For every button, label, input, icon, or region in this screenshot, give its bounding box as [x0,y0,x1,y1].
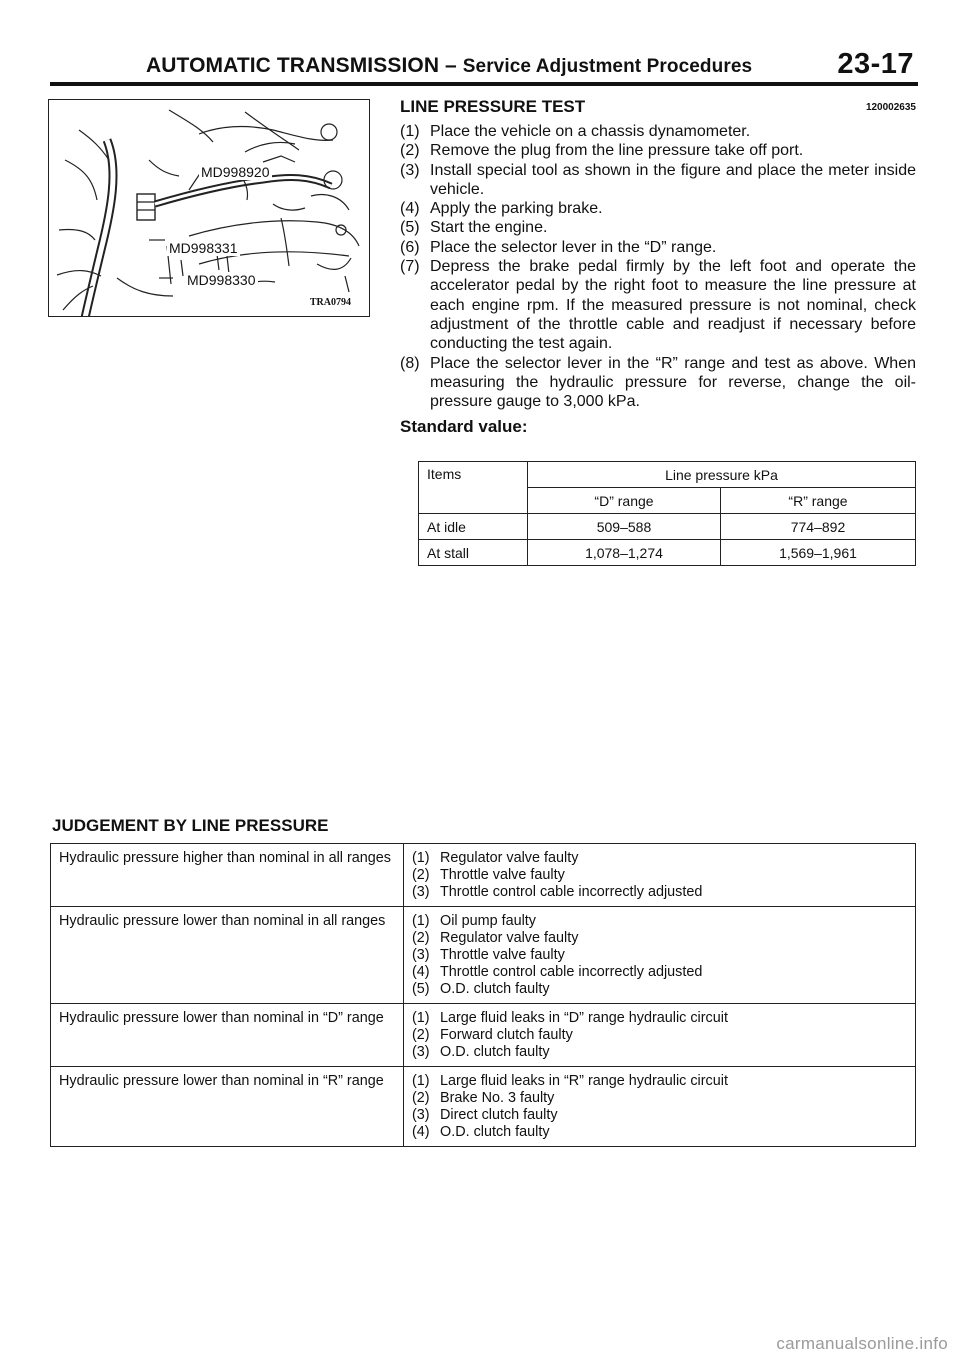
condition-cell: Hydraulic pressure lower than nominal in all ranges [51,907,404,1004]
step-item [400,238,916,257]
cause-item [412,1107,907,1124]
cause-number: (3) [412,1044,430,1060]
cause-item [412,1073,907,1090]
cause-item [412,1027,907,1044]
standard-value-label: Standard value: [400,417,528,437]
cause-text: Large fluid leaks in “R” range hydraulic circuit [440,1073,728,1089]
cause-text: Throttle valve faulty [440,867,565,883]
line-pressure-test-section [400,97,916,437]
step-number: (8) [400,354,420,372]
judgement-heading: JUDGEMENT BY LINE PRESSURE [52,816,329,835]
cause-item [412,947,907,964]
judgement-table [50,843,916,1147]
step-item [400,199,916,218]
step-number: (6) [400,238,420,256]
step-item [400,161,916,200]
step-text: Depress the brake pedal firmly by the left foot and operate the accelerator pedal by the right foot to measure the line pressure at each engine rpm. If the measured pressure is not nominal, check adjustment of the throttle cable and readjust if necessary before conducting the test again. [430,258,916,353]
cause-number: (3) [412,884,430,900]
step-number: (2) [400,142,420,160]
step-text: Apply the parking brake. [430,200,603,218]
step-text: Start the engine. [430,219,548,237]
cause-number: (1) [412,850,430,866]
tool-installation-figure [48,99,370,317]
causes-cell [404,1004,916,1067]
cause-item [412,884,907,901]
d-range-value: 1,078–1,274 [528,540,721,566]
causes-cell [404,844,916,907]
r-range-header: “R” range [721,488,916,514]
cause-item [412,1010,907,1027]
figure-code: TRA0794 [309,297,351,308]
section-heading [400,97,916,119]
cause-number: (1) [412,913,430,929]
cause-number: (4) [412,1124,430,1140]
cause-text: O.D. clutch faulty [440,1044,550,1060]
step-text: Remove the plug from the line pressure take off port. [430,142,804,160]
step-number: (5) [400,219,420,237]
cause-item [412,867,907,884]
watermark: carmanualsonline.info [776,1334,948,1353]
cause-number: (1) [412,1010,430,1026]
table-row [51,1067,916,1147]
row-item: At idle [419,514,528,540]
cause-item [412,913,907,930]
cause-number: (5) [412,981,430,997]
cause-number: (3) [412,1107,430,1123]
step-item [400,354,916,412]
tool-label-md998920: MD998920 [201,164,270,180]
condition-cell: Hydraulic pressure higher than nominal in all ranges [51,844,404,907]
group-header: Line pressure kPa [528,462,916,488]
title-subtitle: Service Adjustment Procedures [462,56,753,77]
cause-item [412,1044,907,1061]
page-number: 23-17 [837,48,914,80]
table-row [51,1004,916,1067]
condition-cell: Hydraulic pressure lower than nominal in “R” range [51,1067,404,1147]
table-row [419,540,916,566]
cause-number: (2) [412,1027,430,1043]
row-item: At stall [419,540,528,566]
table-row [51,907,916,1004]
step-text: Place the selector lever in the “D” range. [430,238,717,256]
step-number: (7) [400,258,420,276]
page-title [146,54,752,78]
step-item [400,122,916,141]
items-header: Items [419,462,528,514]
section-code: 120002635 [865,102,916,113]
causes-cell [404,907,916,1004]
table-row [51,844,916,907]
step-item [400,257,916,353]
title-dash: – [439,54,463,77]
step-item [400,141,916,160]
table-header-row [419,462,916,488]
cause-text: Regulator valve faulty [440,930,579,946]
cause-number: (3) [412,947,430,963]
cause-text: O.D. clutch faulty [440,1124,550,1140]
d-range-value: 509–588 [528,514,721,540]
step-text: Place the selector lever in the “R” range and test as above. When measuring the hydraulic pressure for reverse, change the oil-pressure gauge to 3,000 kPa. [430,354,916,411]
procedure-steps [400,122,916,411]
section-title: LINE PRESSURE TEST [400,97,586,116]
cause-number: (1) [412,1073,430,1089]
cause-item [412,850,907,867]
cause-item [412,964,907,981]
cause-text: Throttle valve faulty [440,947,565,963]
cause-item [412,1090,907,1107]
cause-number: (2) [412,867,430,883]
step-text: Install special tool as shown in the figure and place the meter inside vehicle. [430,161,916,198]
cause-number: (4) [412,964,430,980]
table-row [419,514,916,540]
causes-cell [404,1067,916,1147]
tool-label-md998331: MD998331 [169,240,238,256]
page-header [50,42,918,86]
cause-item [412,981,907,998]
cause-text: Direct clutch faulty [440,1107,558,1123]
cause-text: O.D. clutch faulty [440,981,550,997]
cause-text: Large fluid leaks in “D” range hydraulic circuit [440,1010,728,1026]
tool-label-md998330: MD998330 [187,272,256,288]
r-range-value: 1,569–1,961 [721,540,916,566]
cause-number: (2) [412,1090,430,1106]
r-range-value: 774–892 [721,514,916,540]
step-item [400,218,916,237]
cause-number: (2) [412,930,430,946]
cause-text: Regulator valve faulty [440,850,579,866]
step-number: (3) [400,161,420,179]
cause-item [412,930,907,947]
cause-text: Throttle control cable incorrectly adjusted [440,964,703,980]
cause-text: Brake No. 3 faulty [440,1090,555,1106]
cause-text: Forward clutch faulty [440,1027,573,1043]
step-number: (1) [400,123,420,140]
standard-value-table [418,461,916,566]
step-text: Place the vehicle on a chassis dynamometer. [430,123,751,140]
cause-text: Oil pump faulty [440,913,536,929]
cause-text: Throttle control cable incorrectly adjusted [440,884,703,900]
step-number: (4) [400,200,420,218]
condition-cell: Hydraulic pressure lower than nominal in “D” range [51,1004,404,1067]
title-main: AUTOMATIC TRANSMISSION [146,54,440,77]
cause-item [412,1124,907,1141]
d-range-header: “D” range [528,488,721,514]
